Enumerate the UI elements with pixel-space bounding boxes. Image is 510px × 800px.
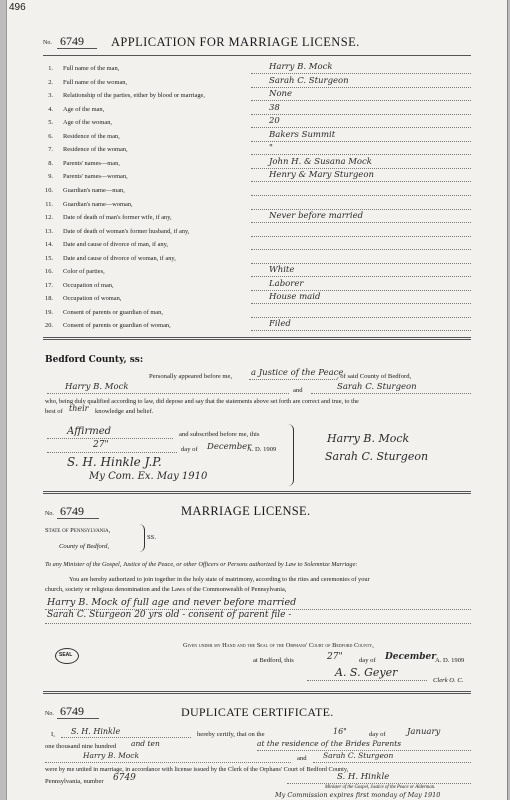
clerk-title: Clerk O. C. <box>433 677 464 684</box>
affidavit-county: Bedford County, ss: <box>45 355 144 365</box>
row-number: 1. <box>48 65 53 72</box>
affidavit-their-hw: their <box>69 404 89 413</box>
application-number: 6749 <box>60 34 84 48</box>
row-value: " <box>269 143 273 154</box>
row-label: Residence of the man, <box>63 132 120 140</box>
affidavit-woman-hw: Sarah C. Sturgeon <box>337 382 417 392</box>
row-number: 10. <box>45 186 53 194</box>
row-label: Consent of parents or guardian of woman, <box>63 322 171 330</box>
license-day-of: day of <box>359 657 376 664</box>
row-value: 20 <box>269 116 280 127</box>
affidavit-man-hw: Harry B. Mock <box>65 382 129 392</box>
row-label: Age of the woman, <box>63 119 112 127</box>
row-value: Bakers Summit <box>269 129 336 140</box>
license-title: MARRIAGE LICENSE. <box>181 504 311 518</box>
duplicate-united: were by me united in marriage, in accordance with license issued by the Clerk of the Orphans' Court of Bedford County, <box>45 766 349 773</box>
license-body1: You are hereby authorized to join together in the holy state of matrimony, according to the rites and ceremonies of your <box>69 576 370 583</box>
signature-man: Harry B. Mock <box>327 432 410 445</box>
row-number: 13. <box>45 227 53 235</box>
row-number: 16. <box>45 268 53 276</box>
row-number: 19. <box>45 308 53 316</box>
license-given: Given under my Hand and the Seal of the Orphans' Court of Bedford County, <box>183 642 374 649</box>
row-number: 17. <box>45 281 53 289</box>
row-value: Harry B. Mock <box>269 62 333 72</box>
license-state: State of Pennsylvania, <box>45 527 111 534</box>
duplicate-penn: Pennsylvania, number <box>45 778 104 785</box>
duplicate-day-hw: 16" <box>333 727 347 736</box>
subscribed-text: and subscribed before me, this <box>179 431 260 438</box>
row-number: 20. <box>45 322 53 330</box>
row-number: 5. <box>48 119 53 127</box>
row-value: Laborer <box>269 278 304 289</box>
license-number: 6749 <box>60 504 84 518</box>
duplicate-number: 6749 <box>60 704 84 718</box>
duplicate-officer-hw: S. H. Hinkle <box>71 727 121 736</box>
license-ss: SS. <box>147 534 156 541</box>
license-hw-line1: Harry B. Mock of full age and never before married <box>47 597 297 608</box>
row-label: Residence of the woman, <box>63 146 128 154</box>
row-value: John H. & Susana Mock <box>269 156 372 167</box>
duplicate-woman-hw: Sarah C. Sturgeon <box>323 751 394 760</box>
clerk-signature: A. S. Geyer <box>335 666 398 679</box>
duplicate-year-hw: and ten <box>131 739 160 748</box>
affidavit-line4-post: knowledge and belief. <box>95 408 154 415</box>
row-number: 15. <box>45 254 53 262</box>
row-value: White <box>269 265 295 276</box>
duplicate-one-thousand: one thousand nine hundred <box>45 743 117 750</box>
affidavit-line3: who, being duly qualified according to law, did depose and say that the statements above set forth are correct and true, to the <box>45 398 359 405</box>
duplicate-man-hw: Harry B. Mock <box>83 751 140 760</box>
row-label: Date of death of man's former wife, if any, <box>63 214 172 222</box>
affidavit-line4-pre: best of <box>45 408 63 415</box>
row-number: 12. <box>45 214 53 222</box>
license-address: To any Minister of the Gospel, Justice of the Peace, or other Officers or Persons authorized by Law to Solemnize Marriage: <box>45 561 358 568</box>
row-number: 7. <box>48 146 53 154</box>
row-value: Never before married <box>269 211 364 222</box>
row-number: 8. <box>48 159 53 167</box>
commission-note: My Com. Ex. May 1910 <box>89 471 208 482</box>
row-label: Date of death of woman's former husband, if any, <box>63 227 190 235</box>
row-label: Guardian's name—woman, <box>63 200 133 208</box>
row-number: 4. <box>48 105 53 113</box>
license-county: County of Bedford, <box>59 543 110 550</box>
license-at: at Bedford, this <box>253 657 294 664</box>
affidavit-and: and <box>293 387 303 394</box>
row-label: Full name of the woman, <box>63 78 128 86</box>
duplicate-month-hw: January <box>407 727 441 737</box>
signature-woman: Sarah C. Sturgeon <box>325 450 429 463</box>
row-value: Henry & Mary Sturgeon <box>269 170 374 181</box>
row-value: House maid <box>269 292 321 303</box>
row-label: Relationship of the parties, either by blood or marriage, <box>63 92 205 100</box>
row-value: None <box>269 89 293 100</box>
affidavit-month-hw: December <box>207 442 252 452</box>
affidavit-line1-post: , of said County of Bedford, <box>337 373 412 380</box>
row-label: Occupation of man, <box>63 281 114 289</box>
duplicate-place-hw: at the residence of the Brides Parents <box>257 739 402 748</box>
row-value: Filed <box>269 319 291 330</box>
seal-stamp <box>55 648 79 664</box>
row-number: 2. <box>48 78 53 86</box>
affidavit-day-of: day of <box>181 446 198 453</box>
license-ad: A. D. 1909 <box>435 657 465 664</box>
duplicate-license-number: 6749 <box>113 773 136 783</box>
affidavit-line1-pre: Personally appeared before me, <box>149 373 233 380</box>
row-number: 18. <box>45 295 53 303</box>
page-number: 496 <box>9 2 26 13</box>
row-label: Color of parties, <box>63 268 105 276</box>
license-month-hw: December <box>385 652 437 662</box>
duplicate-i: I, <box>51 731 55 738</box>
row-label: Parents' names—woman, <box>63 173 128 181</box>
justice-signature: S. H. Hinkle J.P. <box>67 455 162 469</box>
row-label: Consent of parents or guardian of man, <box>63 308 163 316</box>
row-label: Occupation of woman, <box>63 295 122 303</box>
row-label: Date and cause of divorce of man, if any, <box>63 241 168 249</box>
affidavit-officer-hw: a Justice of the Peace <box>251 368 344 378</box>
row-label: Parents' names—man, <box>63 159 120 167</box>
affidavit-day-hw: 27" <box>93 440 109 450</box>
row-value: 38 <box>269 102 280 113</box>
row-label: Guardian's name—man, <box>63 186 125 194</box>
license-body2: church, society or religious denomination and the Laws of the Commonwealth of Pennsylvania, <box>45 586 287 593</box>
duplicate-hereby: hereby certify, that on the <box>197 731 265 738</box>
seal-label: SEAL <box>59 652 73 658</box>
duplicate-and: and <box>297 755 307 762</box>
license-hw-line2: Sarah C. Sturgeon 20 yrs old - consent of parent file - <box>47 610 292 620</box>
commission-footnote: My Commission expires first monday of May 1910 <box>275 791 441 799</box>
row-number: 3. <box>48 92 53 100</box>
affirmed-hw: Affirmed <box>67 426 112 437</box>
license-document-page <box>6 0 508 800</box>
affidavit-ad: A. D. 1909 <box>247 446 277 453</box>
row-number: 14. <box>45 241 53 249</box>
license-no-label: No. <box>45 511 54 517</box>
row-label: Age of the man, <box>63 105 105 113</box>
row-label: Full name of the man, <box>63 65 120 72</box>
duplicate-no-label: No. <box>45 711 54 717</box>
row-label: Date and cause of divorce of woman, if any, <box>63 254 176 262</box>
row-number: 9. <box>48 173 53 181</box>
row-number: 11. <box>45 200 53 208</box>
duplicate-role: Minister of the Gospel, Justice of the Peace or Alderman. <box>325 785 436 790</box>
row-number: 6. <box>48 132 53 140</box>
application-no-label: No. <box>43 40 52 46</box>
row-value: Sarah C. Sturgeon <box>269 75 349 86</box>
license-day-hw: 27" <box>327 652 343 662</box>
application-title: APPLICATION FOR MARRIAGE LICENSE. <box>111 35 360 49</box>
duplicate-title: DUPLICATE CERTIFICATE. <box>181 705 334 719</box>
duplicate-day-of: day of <box>369 731 386 738</box>
duplicate-signature: S. H. Hinkle <box>337 772 390 782</box>
